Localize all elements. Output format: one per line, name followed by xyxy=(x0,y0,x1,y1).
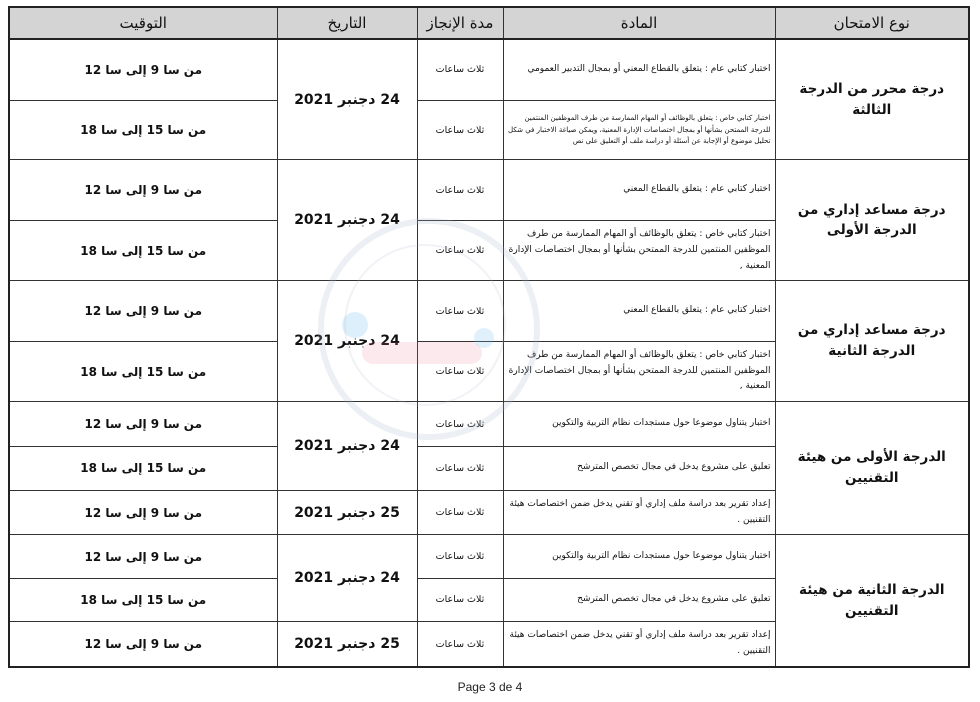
date-cell: 24 دجنبر 2021 xyxy=(277,281,417,402)
date-cell: 24 دجنبر 2021 xyxy=(277,402,417,491)
subject-cell: اختبار كتابي خاص : يتعلق بالوظائف أو المهام الممارسة من طرف الموظفين المنتمين للدرجة الممتحن بشأنها أو بمجال اختصاصات الإدارة المعنية , xyxy=(503,220,775,280)
time-cell: من سا 9 إلى سا 12 xyxy=(9,402,277,446)
duration-cell: ثلاث ساعات xyxy=(417,622,503,667)
duration-cell: ثلاث ساعات xyxy=(417,39,503,100)
exam-type-cell: درجة محرر من الدرجة الثالثة xyxy=(775,39,969,160)
time-cell: من سا 9 إلى سا 12 xyxy=(9,491,277,535)
time-cell: من سا 15 إلى سا 18 xyxy=(9,578,277,621)
duration-cell: ثلاث ساعات xyxy=(417,220,503,280)
header-subject: المادة xyxy=(503,7,775,39)
time-cell: من سا 15 إلى سا 18 xyxy=(9,100,277,159)
subject-cell: اختبار كتابي عام : يتعلق بالقطاع المعني أو بمجال التدبير العمومي xyxy=(503,39,775,100)
duration-cell: ثلاث ساعات xyxy=(417,402,503,446)
duration-cell: ثلاث ساعات xyxy=(417,281,503,341)
exam-type-cell: الدرجة الأولى من هيئة التقنيين xyxy=(775,402,969,535)
exam-type-cell: درجة مساعد إداري من الدرجة الأولى xyxy=(775,160,969,281)
subject-cell: اختبار يتناول موضوعا حول مستجدات نظام التربية والتكوين xyxy=(503,402,775,446)
exam-type-cell: الدرجة الثانية من هيئة التقنيين xyxy=(775,535,969,667)
exam-schedule-sheet xyxy=(8,6,968,668)
date-cell: 25 دجنبر 2021 xyxy=(277,491,417,535)
time-cell: من سا 15 إلى سا 18 xyxy=(9,220,277,280)
time-cell: من سا 15 إلى سا 18 xyxy=(9,446,277,490)
subject-cell: اختبار كتابي خاص : يتعلق بالوظائف أو المهام الممارسة من طرف الموظفين المنتمين للدرجة الممتحن بشأنها أو بمجال اختصاصات الإدارة المعنية، ويمكن صياغة الاختبار في شكل تحليل موضوع أو الإجابة عن أسئلة أو دراسة ملف أو التعليق على نص xyxy=(503,100,775,159)
table-row xyxy=(9,39,969,100)
date-cell: 24 دجنبر 2021 xyxy=(277,160,417,281)
subject-cell: إعداد تقرير بعد دراسة ملف إداري أو تقني يدخل ضمن اختصاصات هيئة التقنيين . xyxy=(503,622,775,667)
subject-cell: اختبار كتابي خاص : يتعلق بالوظائف أو المهام الممارسة من طرف الموظفين المنتمين للدرجة الممتحن بشأنها أو بمجال اختصاصات الإدارة المعنية , xyxy=(503,341,775,401)
time-cell: من سا 15 إلى سا 18 xyxy=(9,341,277,401)
subject-cell: اختبار يتناول موضوعا حول مستجدات نظام التربية والتكوين xyxy=(503,535,775,578)
table-row xyxy=(9,160,969,220)
subject-cell: تعليق على مشروع يدخل في مجال تخصص المترشح xyxy=(503,578,775,621)
exam-schedule-table xyxy=(8,6,970,668)
duration-cell: ثلاث ساعات xyxy=(417,578,503,621)
duration-cell: ثلاث ساعات xyxy=(417,160,503,220)
header-date: التاريخ xyxy=(277,7,417,39)
subject-cell: تعليق على مشروع يدخل في مجال تخصص المترشح xyxy=(503,446,775,490)
table-header-row xyxy=(9,7,969,39)
header-exam-type: نوع الامتحان xyxy=(775,7,969,39)
time-cell: من سا 9 إلى سا 12 xyxy=(9,622,277,667)
date-cell: 25 دجنبر 2021 xyxy=(277,622,417,667)
date-cell: 24 دجنبر 2021 xyxy=(277,39,417,160)
table-row xyxy=(9,402,969,446)
header-time: التوقيت xyxy=(9,7,277,39)
time-cell: من سا 9 إلى سا 12 xyxy=(9,160,277,220)
duration-cell: ثلاث ساعات xyxy=(417,100,503,159)
table-row xyxy=(9,281,969,341)
duration-cell: ثلاث ساعات xyxy=(417,446,503,490)
exam-type-cell: درجة مساعد إداري من الدرجة الثانية xyxy=(775,281,969,402)
duration-cell: ثلاث ساعات xyxy=(417,535,503,578)
subject-cell: اختبار كتابي عام : يتعلق بالقطاع المعني xyxy=(503,281,775,341)
time-cell: من سا 9 إلى سا 12 xyxy=(9,281,277,341)
subject-cell: إعداد تقرير بعد دراسة ملف إداري أو تقني يدخل ضمن اختصاصات هيئة التقنيين . xyxy=(503,491,775,535)
table-row xyxy=(9,535,969,578)
duration-cell: ثلاث ساعات xyxy=(417,341,503,401)
time-cell: من سا 9 إلى سا 12 xyxy=(9,39,277,100)
page-number: Page 3 de 4 xyxy=(457,680,523,694)
duration-cell: ثلاث ساعات xyxy=(417,491,503,535)
header-duration: مدة الإنجاز xyxy=(417,7,503,39)
date-cell: 24 دجنبر 2021 xyxy=(277,535,417,622)
subject-cell: اختبار كتابي عام : يتعلق بالقطاع المعني xyxy=(503,160,775,220)
time-cell: من سا 9 إلى سا 12 xyxy=(9,535,277,578)
